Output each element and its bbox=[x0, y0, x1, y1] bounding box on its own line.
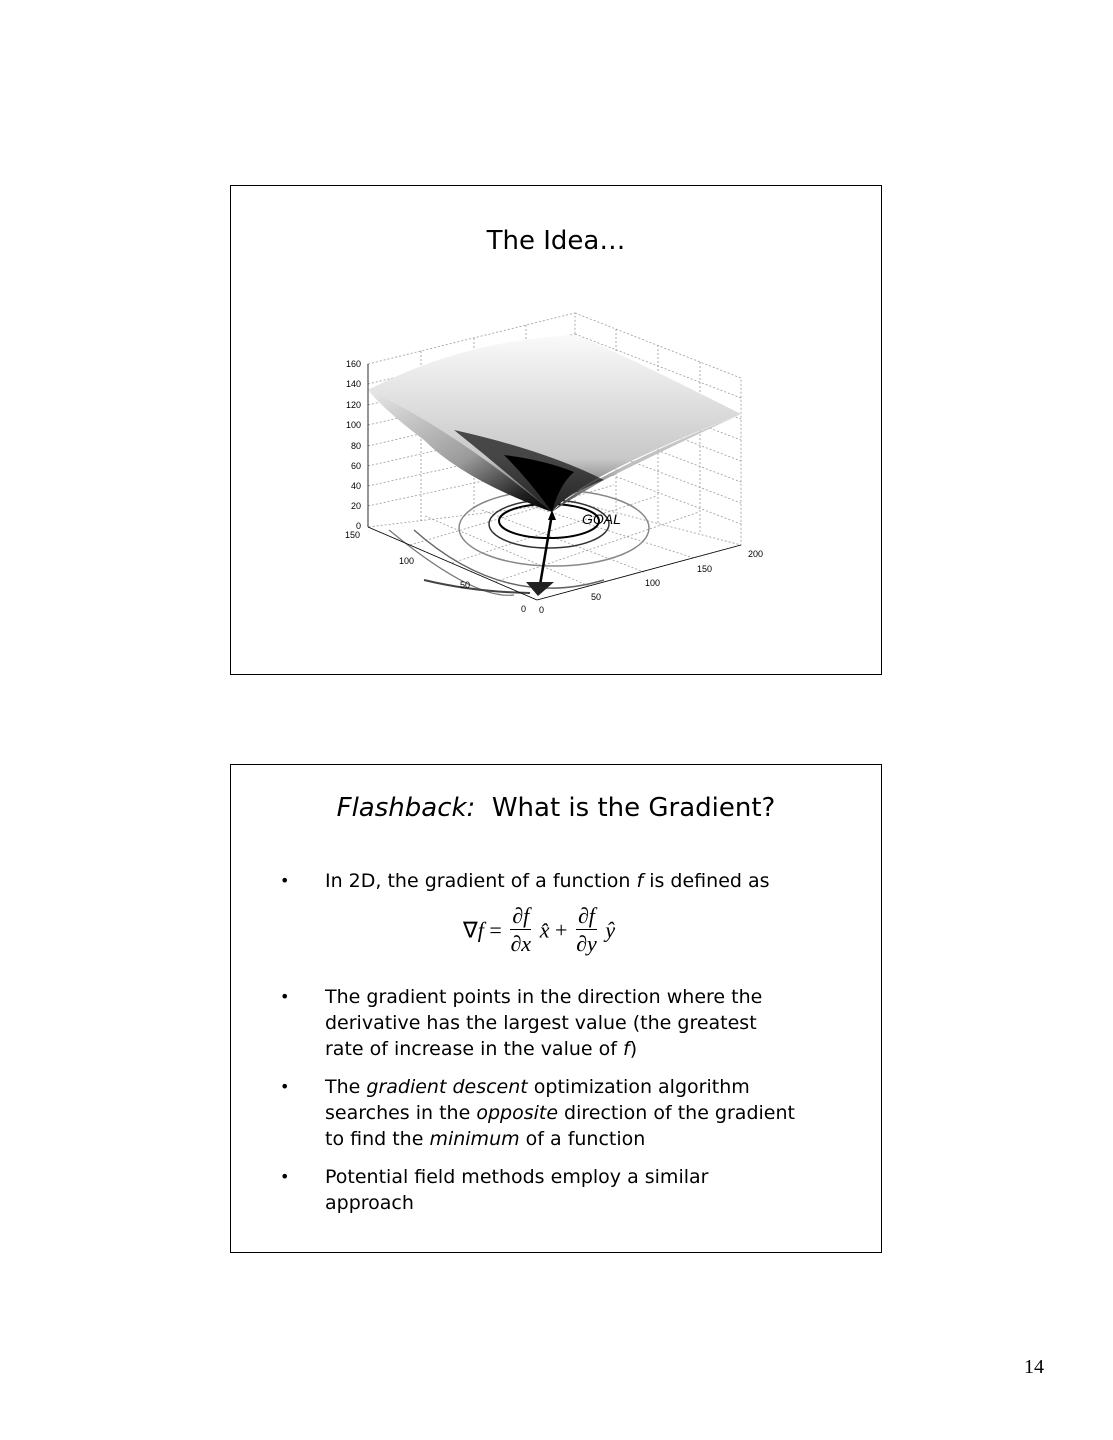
text: Potential field methods employ a similar bbox=[325, 1166, 709, 1188]
x-axis bbox=[537, 545, 763, 615]
bullet-item bbox=[275, 1074, 835, 1152]
x-tick: 0 bbox=[539, 605, 545, 615]
fraction-denominator: ∂y bbox=[576, 931, 597, 956]
z-tick: 100 bbox=[345, 420, 361, 430]
text: ) bbox=[629, 1038, 638, 1060]
z-tick: 40 bbox=[350, 481, 361, 491]
bullet-mark: • bbox=[280, 1167, 290, 1186]
fraction-numerator: ∂f bbox=[512, 903, 530, 928]
text: derivative has the largest value (the greatest bbox=[325, 1012, 757, 1034]
slide-gradient bbox=[230, 764, 882, 1253]
text: rate of increase in the value of bbox=[325, 1038, 623, 1060]
text-italic: opposite bbox=[476, 1102, 559, 1124]
nabla-symbol: ∇ bbox=[463, 917, 478, 943]
text: searches in the bbox=[325, 1102, 477, 1124]
slide-the-idea bbox=[230, 185, 882, 675]
text: optimization algorithm bbox=[527, 1076, 750, 1098]
surface-mesh bbox=[368, 335, 741, 512]
formula-xhat: x̂ bbox=[539, 917, 550, 943]
z-tick: 140 bbox=[345, 379, 361, 389]
text: In 2D, the gradient of a function bbox=[325, 870, 637, 892]
y-tick: 0 bbox=[520, 604, 526, 614]
bullet-item bbox=[275, 984, 835, 1062]
z-tick: 0 bbox=[355, 521, 361, 531]
x-tick: 150 bbox=[697, 564, 713, 574]
x-tick: 50 bbox=[591, 592, 602, 602]
z-tick: 20 bbox=[350, 501, 361, 511]
fraction-denominator: ∂x bbox=[510, 931, 532, 956]
fraction-dfdx bbox=[510, 903, 531, 958]
bullet-mark: • bbox=[280, 1077, 290, 1096]
title-rest: What is the Gradient? bbox=[491, 793, 776, 823]
z-tick: 80 bbox=[350, 441, 361, 451]
y-tick: 50 bbox=[459, 580, 470, 590]
bullet-item bbox=[275, 1164, 835, 1216]
text-italic: f bbox=[622, 1038, 630, 1060]
text: of a function bbox=[519, 1128, 646, 1150]
fraction-dfdy bbox=[576, 903, 597, 958]
text: is defined as bbox=[643, 870, 770, 892]
x-tick: 200 bbox=[748, 549, 764, 559]
x-tick: 100 bbox=[645, 578, 661, 588]
y-axis bbox=[345, 527, 537, 614]
surface-plot bbox=[304, 280, 770, 642]
z-tick: 160 bbox=[345, 359, 361, 369]
goal-label: GOAL bbox=[582, 511, 621, 527]
text: to find the bbox=[325, 1128, 430, 1150]
y-tick: 150 bbox=[344, 530, 360, 540]
text: direction of the gradient bbox=[558, 1102, 795, 1124]
bullet-mark: • bbox=[280, 987, 290, 1006]
fraction-numerator: ∂f bbox=[577, 903, 595, 928]
text-italic: minimum bbox=[429, 1128, 520, 1150]
text: The bbox=[325, 1076, 367, 1098]
text-italic: f bbox=[636, 870, 644, 892]
gradient-formula bbox=[463, 903, 615, 958]
page-number: 14 bbox=[1024, 1356, 1044, 1378]
z-tick: 60 bbox=[350, 461, 361, 471]
z-tick: 120 bbox=[345, 400, 361, 410]
formula-yhat: ŷ bbox=[605, 917, 616, 943]
bullet-item bbox=[275, 868, 835, 894]
formula-equals: = bbox=[489, 917, 502, 943]
formula-plus: + bbox=[555, 917, 568, 943]
y-tick: 100 bbox=[398, 556, 414, 566]
slide-title bbox=[231, 793, 881, 823]
text: approach bbox=[325, 1192, 414, 1214]
text: The gradient points in the direction where the bbox=[325, 986, 763, 1008]
title-italic: Flashback: bbox=[336, 793, 476, 823]
bullet-mark: • bbox=[280, 871, 290, 890]
text-italic: gradient descent bbox=[366, 1076, 528, 1098]
slide-title: The Idea… bbox=[486, 226, 626, 256]
gradient-arrow bbox=[526, 510, 556, 596]
formula-f: f bbox=[477, 917, 484, 943]
z-axis bbox=[346, 359, 368, 531]
